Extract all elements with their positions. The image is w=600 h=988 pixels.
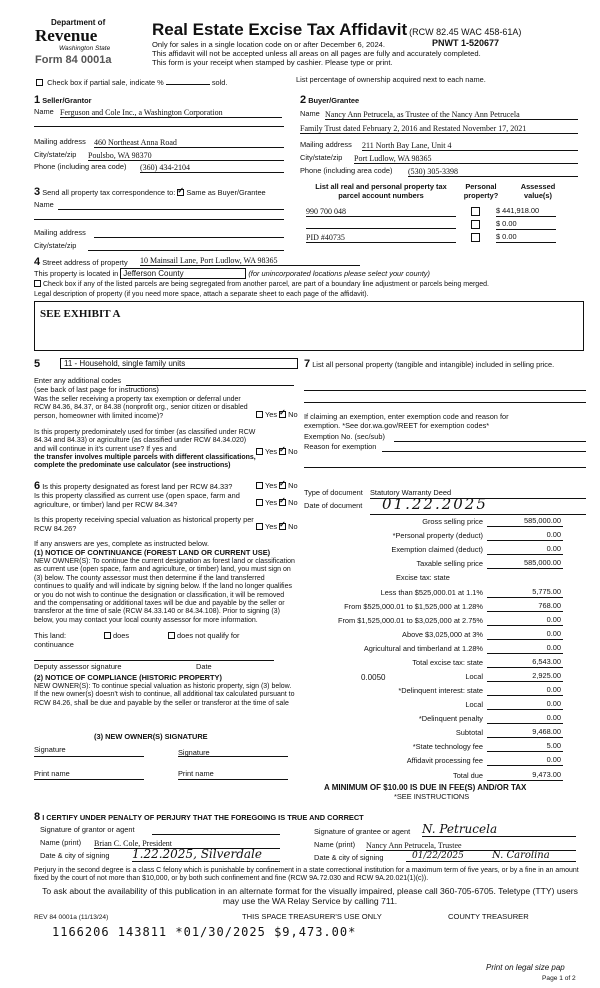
grantee-date-value: 01/22/2025 (412, 851, 464, 861)
additional-codes-note: (see back of last page for instructions) (34, 385, 159, 394)
agricultural-amount[interactable]: 0.00 (487, 644, 563, 654)
s6-q3: Is this property receiving special valuation as historical property per RCW 84.26? Yes ✓ No (34, 516, 299, 533)
notice3-title: (3) NEW OWNER(S) SIGNATURE (94, 732, 208, 741)
value-col-header: Assessed value(s) (520, 182, 556, 200)
section4-street-row: 4 Street address of property 10 Mainsail Lane, Port Ludlow, WA 98365 (34, 256, 454, 269)
page-number: Page 1 of 2 (542, 975, 576, 982)
legal-description-text: SEE EXHIBIT A (40, 308, 121, 320)
treasurer-only: THIS SPACE TREASURER'S USE ONLY (242, 912, 382, 921)
personal-amount[interactable]: 0.00 (487, 531, 563, 541)
grantee-signature[interactable]: N. Petrucela (422, 822, 576, 837)
receipt-line: 1166206 143811 *01/30/2025 $9,473.00* (52, 925, 357, 939)
exemption-amount[interactable]: 0.00 (487, 545, 563, 555)
owner-sig-line-1[interactable] (34, 756, 144, 757)
owner-sig-label-2: Signature (178, 748, 210, 757)
section3-mailing-input[interactable] (94, 229, 284, 238)
calc-agricultural: Agricultural and timberland at 1.28% 0.00 (363, 643, 561, 653)
calc-delinq-state: *Delinquent interest: state 0.00 (398, 685, 561, 695)
assessed-value[interactable]: $ 0.00 (496, 220, 556, 230)
seller-phone-value[interactable]: (360) 434-2104 (140, 163, 284, 173)
buyer-heading: 2 Buyer/Grantee (300, 94, 360, 106)
local-rate: 0.0050 (361, 673, 386, 682)
buyer-phone-value[interactable]: (530) 305-3398 (408, 167, 578, 177)
seller-city-row: City/state/zip Poulsbo, WA 98370 (34, 151, 284, 160)
partial-sale-label: Check box if partial sale, indicate % (47, 78, 164, 87)
current-use-yes-checkbox[interactable] (256, 499, 263, 506)
legal-size-note: Print on legal size pap (486, 963, 565, 972)
grantor-signature-line[interactable] (152, 826, 280, 835)
dept-state: Washington State (59, 45, 111, 52)
seller-name-value[interactable]: Ferguson and Cole Inc., a Washington Corporation (60, 108, 282, 118)
street-address-value[interactable]: 10 Mainsail Lane, Port Ludlow, WA 98365 (140, 256, 360, 266)
section3-city-row: City/state/zip (34, 242, 284, 251)
land-use-select[interactable]: 11 - Household, single family units (60, 358, 298, 369)
deputy-sig-label: Deputy assessor signature (34, 662, 122, 671)
calc-gross: Gross selling price 585,000.00 (422, 516, 561, 526)
partial-sale-suffix: sold. (211, 78, 228, 87)
calc-local: 0.0050 Local 2,925.00 (361, 671, 561, 682)
notice1-body: NEW OWNER(S): To continue the current designation as forest land or classification as current use (open space, farm and agriculture, or timber) land, you must sign on (3) below. The county assessor must then determine if the land transferred continues to qualify and will indicate by signing below. If the land no longer qualifies or you do not wish to continue the designation or classification, it will be removed and the compensating or additional taxes will be due and payable by the seller or transferor at the time of sale (RCW 84.33.140 or 84.34.108). Prior to signing (3) below, you may contact your local county assessor for more information. (34, 558, 295, 624)
buyer-phone-row: Phone (including area code) (530) 305-3398 (300, 167, 578, 176)
personal-col-header: Personal property? (463, 182, 499, 200)
notice2-body: NEW OWNER(S): To continue special valuation as historic property, sign (3) below. If the new owner(s) doesn't wish to continue, all additional tax calculated pursuant to RCW 84.26, shall be due and payable by the seller or transferor at the time of sale (34, 683, 295, 707)
local-amount[interactable]: 2,925.00 (487, 672, 563, 682)
calc-tier3: From $1,525,000.01 to $3,025,000 at 2.75% 0.00 (337, 615, 561, 625)
calc-tier1: Less than $525,000.01 at 1.1% 5,775.00 (380, 587, 561, 597)
processing-fee-amount[interactable]: 0.00 (487, 756, 563, 766)
deputy-signature-line[interactable] (34, 660, 274, 661)
notice1-title: (1) NOTICE OF CONTINUANCE (FOREST LAND OR CURRENT USE) (34, 548, 271, 557)
grantor-print-value[interactable]: Brian C. Cole, President (94, 839, 280, 849)
form-number: Form 84 0001a (35, 54, 112, 66)
buyer-city-row: City/state/zip Port Ludlow, WA 98365 (300, 154, 578, 163)
calc-personal: *Personal property (deduct) 0.00 (392, 530, 561, 540)
calc-delinq-local: Local 0.00 (465, 699, 561, 709)
rev-number: REV 84 0001a (11/13/24) (34, 914, 109, 921)
dor-logo (33, 18, 129, 66)
grantee-sig-row: Signature of grantee or agent N. Petrucela (314, 828, 576, 837)
continuance-label: continuance (34, 640, 74, 649)
buyer-name-value[interactable]: Nancy Ann Petrucela, as Trustee of the Nancy Ann Petrucela (325, 110, 578, 120)
calc-subtotal: Subtotal 9,468.00 (455, 727, 561, 737)
perjury-note: Perjury in the second degree is a class C felony which is punishable by confinement in a state correctional institution for a maximum term of five years, or by a fine in an amount fixed by the court of not more than $10,000, or by both such confinement and fine (RCW 9A.72.030 and RCW 9A.20.021(1)(c)). (34, 867, 579, 883)
exemption-no-checkbox[interactable] (279, 411, 286, 418)
parcel-number[interactable]: 990 700 048 (306, 207, 456, 217)
calc-taxable: Taxable selling price 585,000.00 (416, 558, 561, 568)
total-due-amount[interactable]: 9,473.00 (487, 771, 563, 781)
doc-date-value[interactable]: 01.22.2025 (370, 496, 586, 515)
gross-amount[interactable]: 585,000.00 (487, 517, 563, 527)
owner-print-label-2: Print name (178, 769, 214, 778)
grantor-sig-row: Signature of grantor or agent (40, 826, 280, 835)
personal-property-line-2[interactable] (304, 402, 586, 403)
pnwt-stamp: PNWT 1-520677 (432, 38, 500, 48)
s6-q1: 6 Is this property designated as forest land per RCW 84.33? Yes ✓ No (34, 480, 299, 493)
forest-yes-checkbox[interactable] (256, 482, 263, 489)
county-note: (for unincorporated locations please select your county) (248, 269, 430, 278)
personal-property-line-1[interactable] (304, 390, 586, 391)
this-land-row: This land: does does not qualify for (34, 631, 240, 640)
tier3-amount[interactable]: 0.00 (487, 616, 563, 626)
does-checkbox[interactable] (104, 632, 111, 639)
calc-processing-fee: Affidavit processing fee 0.00 (406, 755, 561, 765)
grantor-date-row: Date & city of signing 1.22.2025, Silverdale (40, 852, 280, 861)
same-as-buyer-checkbox[interactable] (177, 189, 184, 196)
dept-logo-text: Revenue (35, 26, 98, 45)
s6-q2: Is this property classified as current use (open space, farm and agriculture, or timber) land per RCW 84.34? Yes ✓ No (34, 492, 299, 509)
timber-no-checkbox[interactable] (279, 448, 286, 455)
parcel-number[interactable]: PID #40735 (306, 233, 456, 243)
owner-sig-label-1: Signature (34, 745, 66, 754)
q-exemption: Was the seller receiving a property tax exemption or deferral under RCW 84.36, 84.37, or 84.38 (nonprofit org., senior citizen or disabled person, homeowner with limited income)? Yes ✓ No (34, 396, 299, 421)
section3-name-row: Name (34, 201, 284, 210)
section3-name-input[interactable] (58, 201, 284, 210)
grantee-print-value[interactable]: Nancy Ann Petrucela, Trustee (366, 841, 576, 851)
tier4-amount[interactable]: 0.00 (487, 630, 563, 640)
legal-label: Legal description of property (if you need more space, attach a separate sheet to each page of the affidavit). (34, 291, 369, 298)
dept-line1: Department of (51, 18, 106, 27)
does-not-checkbox[interactable] (168, 632, 175, 639)
notice-line3: This form is your receipt when stamped by cashier. Please type or print. (152, 58, 393, 67)
owner-print-line-2[interactable] (178, 779, 288, 780)
calc-penalty: *Delinquent penalty 0.00 (418, 713, 561, 723)
penalty-amount[interactable]: 0.00 (487, 714, 563, 724)
title-text: Real Estate Excise Tax Affidavit (152, 20, 408, 39)
parcel-col-header: List all real and personal property tax parcel account numbers (315, 182, 447, 200)
additional-codes-row: Enter any additional codes (34, 377, 294, 386)
ownership-note: List percentage of ownership acquired next to each name. (296, 75, 486, 84)
parcel-number[interactable] (306, 220, 456, 229)
partial-sale-row (36, 79, 227, 88)
notice-line2: This affidavit will not be accepted unless all areas on all pages are fully and accurately completed. (152, 49, 481, 58)
buyer-name-line2[interactable]: Family Trust dated February 2, 2016 and Restated November 17, 2021 (300, 124, 578, 134)
owner-print-line-1[interactable] (34, 779, 144, 780)
owner-print-label-1: Print name (34, 769, 70, 778)
exemption-reason-input[interactable] (382, 443, 586, 452)
personal-property-checkbox[interactable] (471, 207, 480, 216)
assessed-value[interactable]: $ 441,918.00 (496, 207, 556, 217)
section3-heading: 3 Send all property tax correspondence to: ✓ Same as Buyer/Grantee (34, 186, 266, 199)
parcel-row-3 (306, 233, 576, 245)
forest-no-checkbox[interactable] (279, 482, 286, 489)
buyer-city-value[interactable]: Port Ludlow, WA 98365 (354, 154, 578, 164)
seller-heading: 1 Seller/Grantor (34, 94, 92, 106)
county-select[interactable]: Jefferson County (120, 268, 246, 279)
parcel-row-1 (306, 207, 576, 219)
calc-tech-fee: *State technology fee 5.00 (412, 741, 561, 751)
subtotal-amount[interactable]: 9,468.00 (487, 728, 563, 738)
grantor-print-row: Name (print) Brian C. Cole, President (40, 839, 280, 848)
exemption-reason-line2[interactable] (304, 467, 586, 468)
calc-total-due: Total due 9,473.00 (453, 770, 561, 780)
county-treasurer: COUNTY TREASURER (448, 912, 529, 921)
seller-city-value[interactable]: Poulsbo, WA 98370 (88, 151, 284, 161)
doc-type-value[interactable]: Statutory Warranty Deed (370, 489, 586, 499)
buyer-mailing-value[interactable]: 211 North Bay Lane, Unit 4 (362, 141, 578, 151)
delinq-local-amount[interactable]: 0.00 (487, 700, 563, 710)
seller-name-row (34, 108, 284, 120)
see-instructions: *SEE INSTRUCTIONS (394, 792, 470, 801)
grantee-date-field[interactable] (406, 851, 576, 862)
exemption-label: If claiming an exemption, enter exemption code and reason for exemption. *See dor.wa.gov/REET for exemption codes* (304, 412, 509, 430)
tier1-amount[interactable]: 5,775.00 (487, 588, 563, 598)
exemption-no-input[interactable] (394, 433, 586, 442)
calc-exemption: Exemption claimed (deduct) 0.00 (391, 544, 561, 554)
notice2-title: (2) NOTICE OF COMPLIANCE (HISTORIC PROPERTY) (34, 673, 222, 682)
excise-state-label: Excise tax: state (396, 573, 450, 582)
total-state-amount[interactable]: 6,543.00 (487, 658, 563, 668)
tier2-amount[interactable]: 768.00 (487, 602, 563, 612)
availability-note: To ask about the availability of this publication in an alternate format for the visually impaired, please call 360-705-6705. Teletype (TTY) users may use the WA Relay Service by calling 711. (42, 886, 578, 906)
certify-row: 8 I CERTIFY UNDER PENALTY OF PERJURY THAT THE FOREGOING IS TRUE AND CORRECT (34, 811, 364, 823)
grantee-date-row: Date & city of signing 01/22/2025 N. Carolina (314, 854, 576, 863)
section3-mailing-row: Mailing address (34, 229, 284, 238)
personal-property-checkbox[interactable] (471, 220, 480, 229)
personal-property-checkbox[interactable] (471, 233, 480, 242)
exemption-reason-row: Reason for exemption (304, 443, 586, 452)
minimum-note: A MINIMUM OF $10.00 IS DUE IN FEE(S) AND/OR TAX (324, 783, 527, 792)
legal-description-box[interactable] (34, 301, 584, 351)
taxable-amount[interactable]: 585,000.00 (487, 559, 563, 569)
section7-heading: 7 List all personal property (tangible and intangible) included in selling price. (304, 358, 555, 370)
tech-fee-amount[interactable]: 5.00 (487, 742, 563, 752)
timber-yes-checkbox[interactable] (256, 448, 263, 455)
calc-total-state: Total excise tax: state 6,543.00 (412, 657, 561, 667)
delinq-state-amount[interactable]: 0.00 (487, 686, 563, 696)
grantee-print-row: Name (print) Nancy Ann Petrucela, Trustee (314, 841, 576, 850)
segregated-row: Check box if any of the listed parcels are being segregated from another parcel, are part of a boundary line adjustment or parcels being merged. (34, 280, 489, 289)
partial-sale-checkbox[interactable] (36, 79, 43, 86)
assessed-value[interactable]: $ 0.00 (496, 233, 556, 243)
seller-mailing-row: Mailing address 460 Northeast Anna Road (34, 138, 284, 147)
calc-tier2: From $525,000.01 to $1,525,000 at 1.28% 768.00 (344, 601, 561, 611)
historic-yes-checkbox[interactable] (256, 523, 263, 530)
doc-type-row: Type of document Statutory Warranty Deed (304, 489, 586, 498)
current-use-no-checkbox[interactable] (279, 499, 286, 506)
notice-line1: Only for sales in a single location code on or after December 6, 2024. (152, 40, 386, 49)
section3-city-input[interactable] (88, 242, 284, 251)
section4-county-row: This property is located in Jefferson County (for unincorporated locations please select your county) (34, 269, 430, 278)
seller-mailing-value[interactable]: 460 Northeast Anna Road (94, 138, 284, 148)
section3-blank-line (34, 219, 284, 220)
buyer-mailing-row: Mailing address 211 North Bay Lane, Unit 4 (300, 141, 578, 150)
rcw-ref: (RCW 82.45 WAC 458-61A) (409, 27, 522, 37)
s6-answer-note: If any answers are yes, complete as instructed below. (34, 539, 209, 548)
grantee-city-value: N. Carolina (492, 850, 550, 861)
deputy-date-label: Date (196, 662, 212, 671)
parcel-row-2 (306, 220, 576, 232)
doc-date-row: Date of document 01.22.2025 (304, 502, 586, 511)
exemption-no-row: Exemption No. (sec/sub) (304, 433, 586, 442)
q-timber: Is this property predominately used for timber (as classified under RCW 84.34 and 84.33) or agriculture (as classified under RCW 84.34.020) and will continue in it's current use? If yes and the transfer involves multiple parcels with different classifications, complete the predominate use calculator (see instructions) Yes ✓ No (34, 429, 299, 470)
section5-row: 5 11 - Household, single family units (34, 358, 304, 371)
seller-name-label: Name (34, 107, 54, 116)
segregated-checkbox[interactable] (34, 280, 41, 287)
buyer-name-row: Name Nancy Ann Petrucela, as Trustee of the Nancy Ann Petrucela (300, 110, 578, 119)
seller-name-line2 (34, 126, 284, 127)
exemption-yes-checkbox[interactable] (256, 411, 263, 418)
historic-no-checkbox[interactable] (279, 523, 286, 530)
calc-tier4: Above $3,025,000 at 3% 0.00 (402, 629, 561, 639)
seller-phone-row: Phone (including area code) (360) 434-2104 (34, 163, 284, 172)
grantor-date-value[interactable]: 1.22.2025, Silverdale (132, 847, 280, 862)
